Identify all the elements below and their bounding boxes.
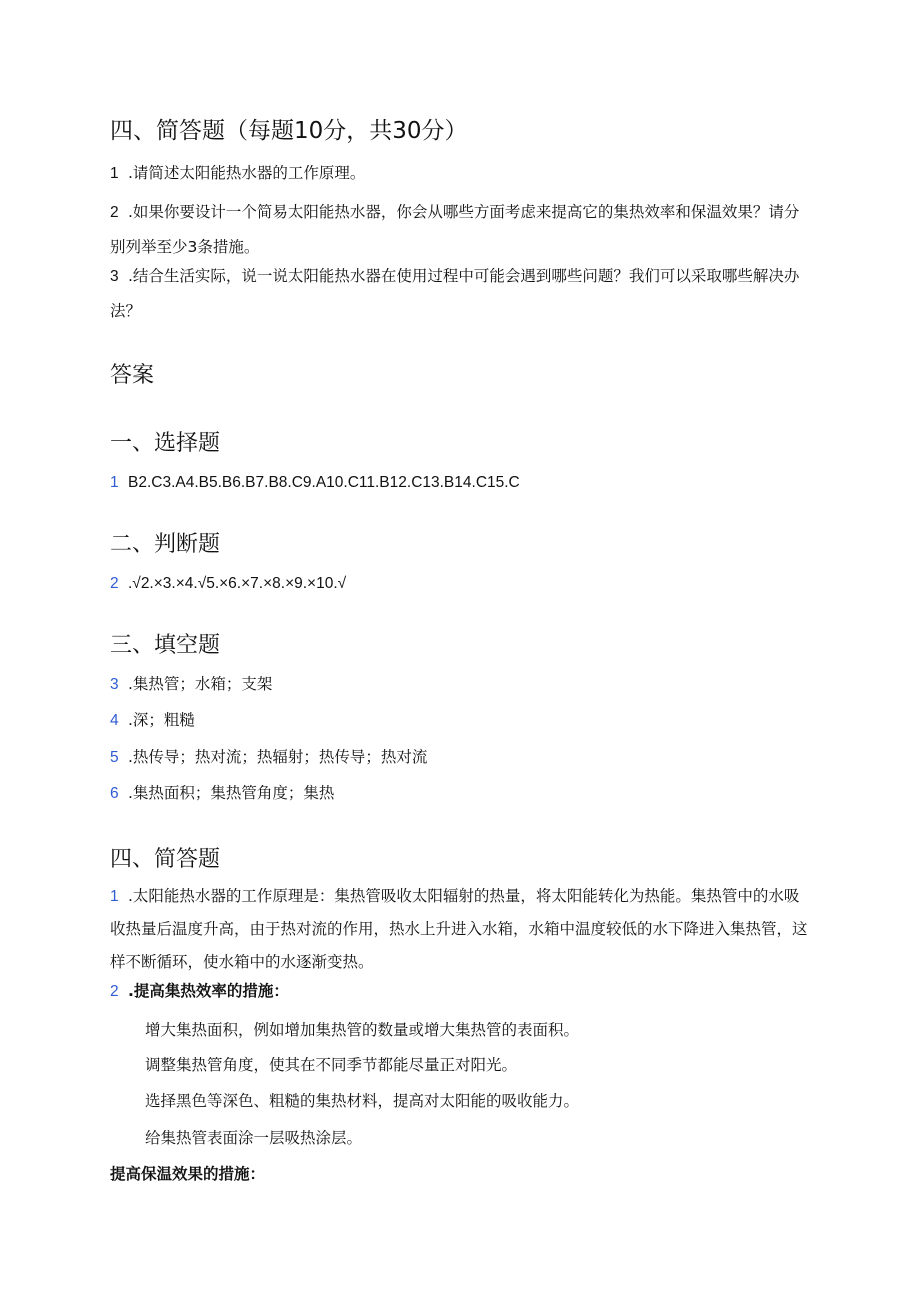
fill-answer-5 xyxy=(110,740,810,775)
fill-answer-3 xyxy=(110,667,810,702)
answer-text: .集热管；水箱；支架 xyxy=(128,675,273,693)
question-text: .结合生活实际，说一说太阳能热水器在使用过程中可能会遇到哪些问题？我们可以采取哪些解决办法？ xyxy=(110,267,800,320)
question-1 xyxy=(110,156,810,191)
answer-text: .太阳能热水器的工作原理是：集热管吸收太阳辐射的热量，将太阳能转化为热能。集热管中的水吸收热量后温度升高，由于热对流的作用，热水上升进入水箱，水箱中温度较低的水下降进入集热管，这样不断循环，使水箱中的水逐渐变热。 xyxy=(110,887,808,971)
judge-answers xyxy=(110,566,810,601)
answer-heading: .提高集热效率的措施： xyxy=(128,982,289,1000)
answer-text: .集热面积；集热管角度；集热 xyxy=(128,784,335,802)
section-title-judge: 二、判断题 xyxy=(110,532,221,557)
question-2 xyxy=(110,195,810,264)
answer-number: 1 xyxy=(110,888,119,905)
measure-item: 给集热管表面涂一层吸热涂层。 xyxy=(145,1129,363,1147)
measure-item: 选择黑色等深色、粗糙的集热材料，提高对太阳能的吸收能力。 xyxy=(145,1092,580,1110)
question-number: 2 xyxy=(110,204,119,221)
answer-text: .热传导；热对流；热辐射；热传导；热对流 xyxy=(128,748,428,766)
answer-number: 2 xyxy=(110,983,119,1000)
question-number: 3 xyxy=(110,268,119,285)
fill-answer-4 xyxy=(110,703,810,738)
question-3 xyxy=(110,259,810,328)
section-title-short-answer-questions: 四、简答题（每题10分，共30分） xyxy=(110,118,468,144)
insulation-measures-heading: 提高保温效果的措施： xyxy=(110,1165,266,1183)
short-answer-1 xyxy=(110,880,810,979)
answer-number: 2 xyxy=(110,575,119,592)
measure-item: 调整集热管角度，使其在不同季节都能尽量正对阳光。 xyxy=(145,1056,518,1074)
answer-text: .√2.×3.×4.√5.×6.×7.×8.×9.×10.√ xyxy=(128,575,347,592)
fill-answer-6 xyxy=(110,776,810,811)
answer-number: 1 xyxy=(110,474,119,491)
short-answer-2-heading xyxy=(110,974,810,1009)
answer-text: .深；粗糙 xyxy=(128,711,195,729)
section-title-choice: 一、选择题 xyxy=(110,431,221,456)
answer-number: 4 xyxy=(110,712,119,729)
question-text: .请简述太阳能热水器的工作原理。 xyxy=(128,164,366,182)
answers-title: 答案 xyxy=(110,363,155,388)
question-number: 1 xyxy=(110,165,119,182)
question-text: .如果你要设计一个简易太阳能热水器，你会从哪些方面考虑来提高它的集热效率和保温效果？请分别列举至少3条措施。 xyxy=(110,203,800,256)
section-title-short-answer: 四、简答题 xyxy=(110,847,221,872)
answer-number: 3 xyxy=(110,676,119,693)
answer-number: 6 xyxy=(110,785,119,802)
choice-answers xyxy=(110,465,810,500)
answer-text: B2.C3.A4.B5.B6.B7.B8.C9.A10.C11.B12.C13.B14.C15.C xyxy=(128,474,520,491)
measure-item: 增大集热面积，例如增加集热管的数量或增大集热管的表面积。 xyxy=(145,1021,580,1039)
answer-number: 5 xyxy=(110,749,119,766)
section-title-fill: 三、填空题 xyxy=(110,633,221,658)
